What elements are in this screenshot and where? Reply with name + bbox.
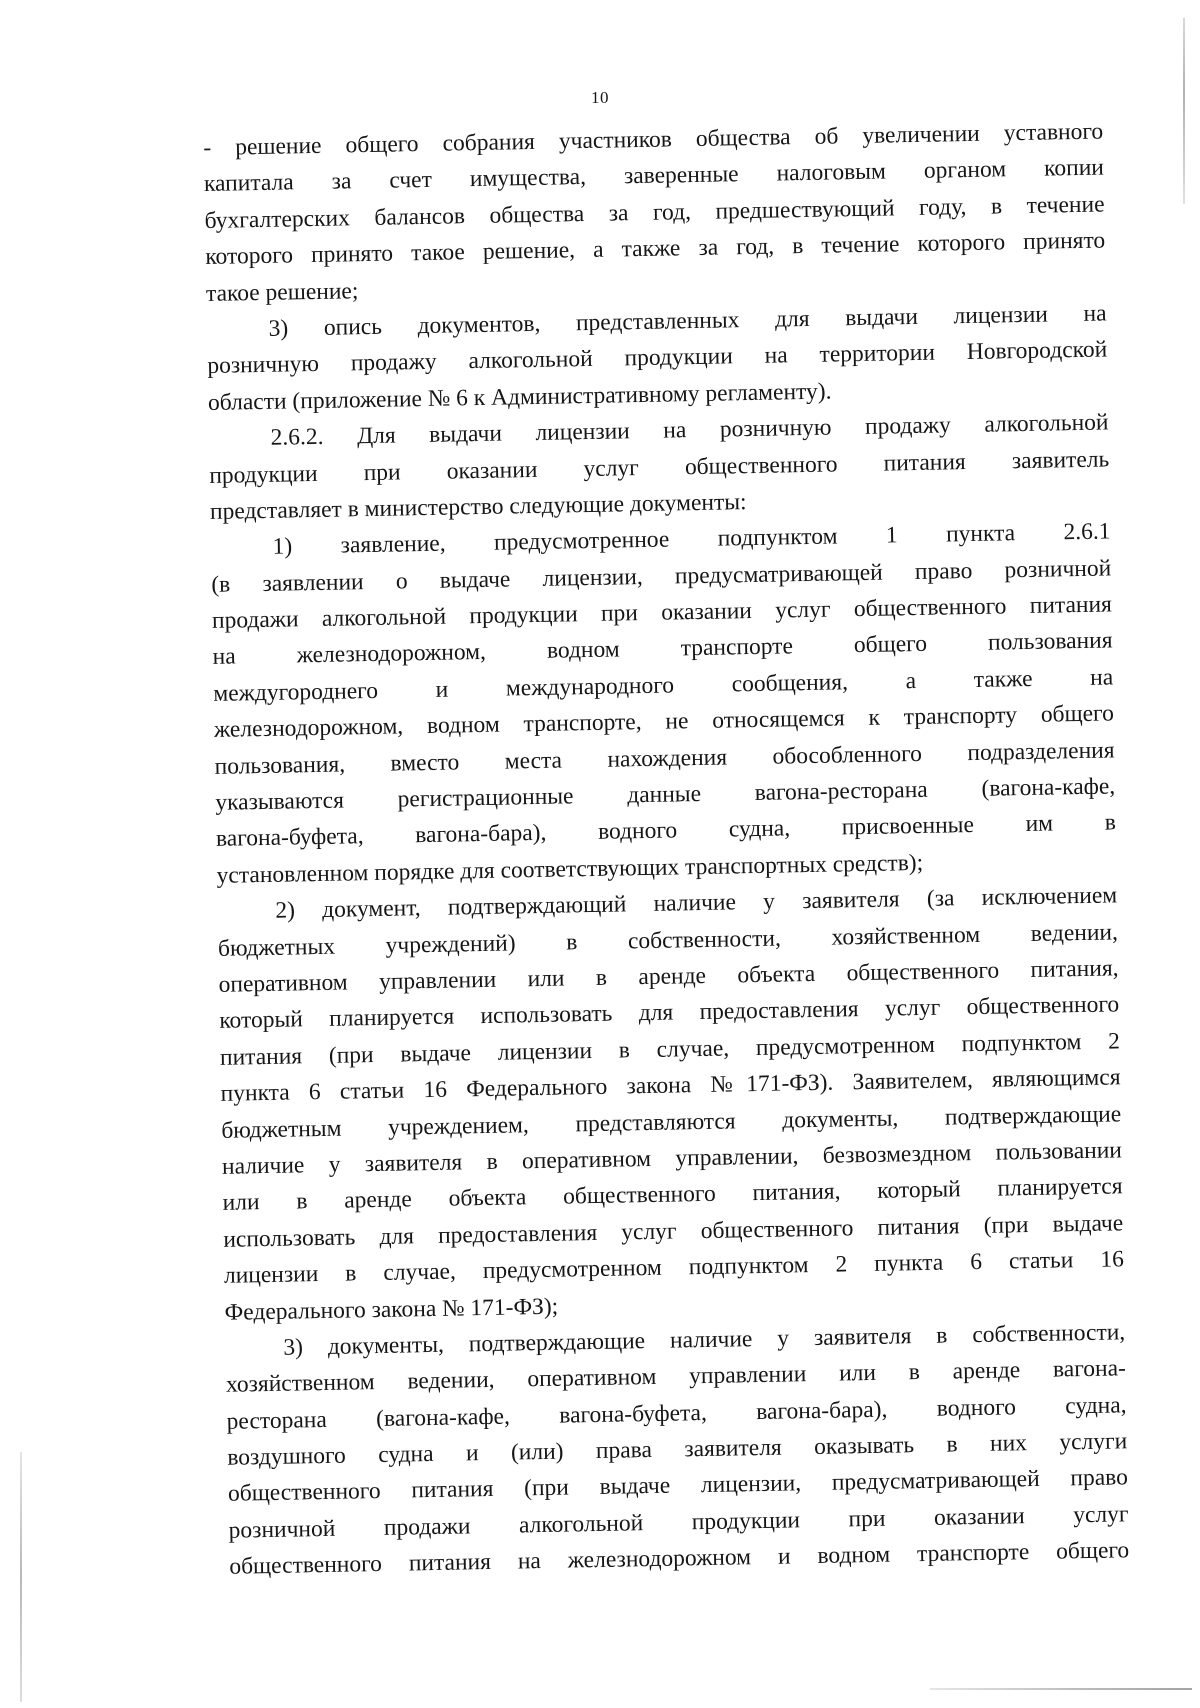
text-line: на железнодорожном, водном транспорте общего пользования — [212, 627, 1113, 671]
text-line: розничной продажи алкогольной продукции при оказании услуг — [228, 1501, 1129, 1544]
text-line: области (приложение № 6 к Административному регламенту). — [207, 378, 832, 416]
text-line: или в аренде объекта общественного питания, который планируется — [222, 1173, 1123, 1217]
text-line: 3) опись документов, представленных для выдачи лицензии на — [268, 300, 1107, 342]
text-line: представляет в министерство следующие документы: — [209, 489, 747, 525]
scan-edge-shadow — [20, 1452, 22, 1702]
document-body — [203, 114, 1130, 1586]
text-line: такое решение; — [205, 277, 359, 307]
text-line: Федерального закона № 171-ФЗ); — [224, 1293, 559, 1326]
text-line: железнодорожном, водном транспорте, не относящемся к транспорту общего — [213, 700, 1115, 744]
text-line: междугороднего и международного сообщения, а также на — [213, 664, 1114, 707]
text-line: продажи алкогольной продукции при оказании услуг общественного питания — [211, 591, 1113, 634]
text-line: указываются регистрационные данные вагона-ресторана (вагона-кафе, — [215, 773, 1116, 816]
scan-edge-shadow — [930, 1688, 1192, 1690]
text-line: бухгалтерских балансов общества за год, предшествующий году, в течение — [204, 191, 1105, 234]
text-line: 1) заявление, предусмотренное подпунктом 1 пункта 2.6.1 — [272, 518, 1111, 561]
text-line: пользования, вместо места нахождения обособленного подразделения — [214, 737, 1115, 780]
text-line: бюджетным учреждением, представляются документы, подтверждающие — [221, 1100, 1122, 1144]
scan-edge-shadow — [1183, 18, 1185, 204]
text-line: который планируется использовать для предоставления услуг общественного — [219, 991, 1120, 1035]
text-line: (в заявлении о выдаче лицензии, предусматривающей право розничной — [211, 555, 1112, 598]
text-line: ресторана (вагона-кафе, вагона-буфета, вагона-бара), водного судна, — [226, 1391, 1127, 1435]
text-line: продукции при оказании услуг общественного питания заявитель — [209, 445, 1110, 489]
text-line: 2) документ, подтверждающий наличие у заявителя (за исключением — [275, 882, 1118, 925]
text-line: которого принято такое решение, а также за год, в течение которого принято — [205, 227, 1106, 271]
text-line: общественного питания (при выдаче лицензии, предусматривающей право — [227, 1464, 1129, 1508]
text-line: лицензии в случае, предусмотренном подпунктом 2 пункта 6 статьи 16 — [223, 1246, 1125, 1289]
text-line: установленном порядке для соответствующих транспортных средств); — [216, 849, 924, 889]
text-line: наличие у заявителя в оперативном управлении, безвозмездном пользовании — [221, 1137, 1123, 1180]
text-line: воздушного судна и (или) права заявителя оказывать в них услуги — [227, 1428, 1128, 1471]
text-line: вагона-буфета, вагона-бара), водного судна, присвоенные им в — [215, 809, 1117, 853]
text-line: бюджетных учреждений) в собственности, хозяйственном ведении, — [217, 918, 1119, 962]
page-number: 10 — [591, 88, 609, 107]
text-line: оперативном управлении или в аренде объекта общественного питания, — [218, 955, 1119, 998]
text-line: питания (при выдаче лицензии в случае, предусмотренном подпунктом 2 — [219, 1028, 1121, 1071]
text-line: 2.6.2. Для выдачи лицензии на розничную продажу алкогольной — [270, 409, 1109, 451]
text-line: 3) документы, подтверждающие наличие у заявителя в собственности, — [283, 1319, 1126, 1361]
text-line: капитала за счет имущества, заверенные налоговым органом копии — [203, 154, 1105, 198]
text-line: - решение общего собрания участников общества об увеличении уставного — [203, 118, 1104, 161]
text-line: хозяйственном ведении, оперативном управлении или в аренде вагона- — [225, 1355, 1127, 1399]
text-line: общественного питания на железнодорожном и водном транспорте общего — [229, 1537, 1130, 1580]
text-line: розничную продажу алкогольной продукции на территории Новгородской — [207, 336, 1108, 380]
text-line: использовать для предоставления услуг общественного питания (при выдаче — [223, 1210, 1124, 1253]
text-line: пункта 6 статьи 16 Федерального закона №171-ФЗ). Заявителем, являющимся — [220, 1064, 1121, 1107]
